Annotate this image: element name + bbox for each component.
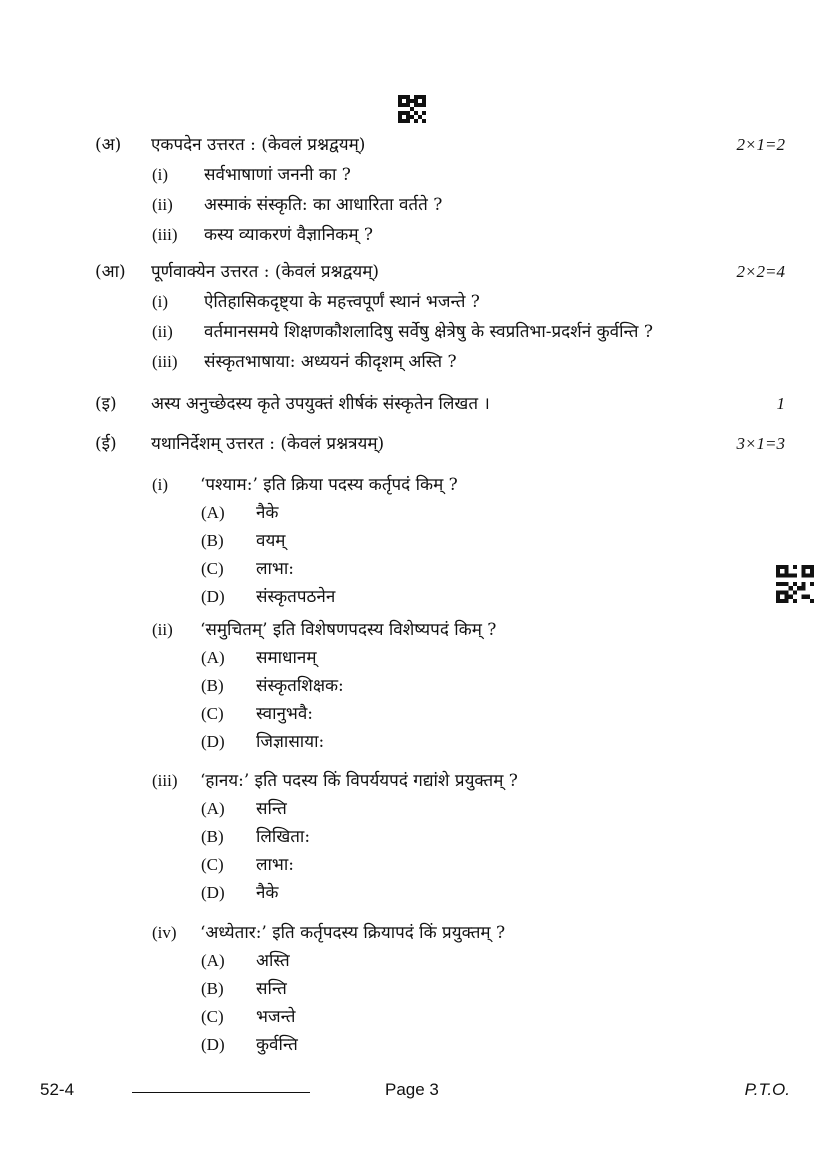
section-title: यथानिर्देशम् उत्तरत : (केवलं प्रश्नत्रयम्) [151, 434, 385, 454]
section-number: (ई) [95, 434, 117, 454]
option-item: (C) लाभा: [201, 855, 295, 875]
mcq-question-2 [152, 617, 752, 757]
option-item: (D) संस्कृतपठनेन [201, 587, 336, 607]
question-text: ऐतिहासिकदृष्ट्या के महत्त्वपूर्णं स्थानं भजन्ते ? [204, 292, 480, 312]
question-text: ‘हानय:’ इति पदस्य किं विपर्ययपदं गद्यांशे प्रयुक्तम् ? [200, 771, 518, 791]
list-item: (ii) अस्माकं संस्कृति: का आधारिता वर्तते ? [152, 191, 785, 221]
option-item: (B) सन्ति [201, 979, 287, 999]
page-number: Page 3 [385, 1080, 439, 1099]
section-ii [95, 430, 785, 458]
section-marks: 3×1=3 [736, 434, 785, 453]
question-text: वर्तमानसमये शिक्षणकौशलादिषु सर्वेषु क्षेत्रेषु के स्वप्रतिभा-प्रदर्शनं कुर्वन्ति ? [204, 322, 653, 342]
list-item: (ii) वर्तमानसमये शिक्षणकौशलादिषु सर्वेषु क्षेत्रेषु के स्वप्रतिभा-प्रदर्शनं कुर्वन्ति ? [152, 318, 785, 348]
option-item: (C) भजन्ते [201, 1007, 296, 1027]
section-marks: 2×1=2 [736, 135, 785, 154]
option-item: (B) लिखिता: [201, 827, 311, 847]
section-marks: 2×2=4 [736, 262, 785, 281]
option-item: (D) कुर्वन्ति [201, 1035, 298, 1055]
qr-code-icon-side [776, 565, 814, 603]
question-number: (i) [152, 475, 169, 494]
question-text: अस्माकं संस्कृति: का आधारिता वर्तते ? [204, 195, 443, 215]
paper-code: 52-4 [40, 1080, 75, 1099]
list-item: (iii) कस्य व्याकरणं वैज्ञानिकम् ? [152, 221, 785, 251]
section-number: (अ) [95, 135, 122, 155]
option-item: (B) वयम् [201, 531, 286, 551]
option-item: (C) लाभा: [201, 559, 295, 579]
section-aa [95, 258, 785, 378]
question-text: ‘पश्याम:’ इति क्रिया पदस्य कर्तृपदं किम् ? [200, 475, 458, 495]
qr-code-icon-top [398, 95, 426, 123]
option-item: (D) नैके [201, 883, 279, 903]
option-item: (B) संस्कृतशिक्षक: [201, 676, 344, 696]
option-item: (A) समाधानम् [201, 648, 317, 668]
section-number: (इ) [95, 394, 117, 414]
option-item: (A) अस्ति [201, 951, 290, 971]
section-marks: 1 [776, 394, 785, 413]
section-title: एकपदेन उत्तरत : (केवलं प्रश्नद्वयम्) [151, 135, 366, 155]
question-text: सर्वभाषाणां जननी का ? [204, 165, 351, 185]
option-item: (D) जिज्ञासाया: [201, 732, 325, 752]
list-item: (iii) संस्कृतभाषाया: अध्ययनं कीदृशम् अस्ति ? [152, 348, 785, 378]
footer-divider [132, 1092, 310, 1093]
section-title: अस्य अनुच्छेदस्य कृते उपयुक्तं शीर्षकं संस्कृतेन लिखत । [151, 394, 490, 414]
question-number: (iii) [152, 771, 178, 790]
option-item: (C) स्वानुभवै: [201, 704, 314, 724]
option-item: (A) नैके [201, 503, 279, 523]
list-item: (i) सर्वभाषाणां जननी का ? [152, 161, 785, 191]
section-i [95, 390, 785, 418]
mcq-question-3 [152, 768, 752, 908]
question-text: ‘अध्येतार:’ इति कर्तृपदस्य क्रियापदं किं प्रयुक्तम् ? [200, 923, 506, 943]
mcq-question-4 [152, 920, 752, 1060]
mcq-question-1 [152, 472, 752, 612]
question-text: कस्य व्याकरणं वैज्ञानिकम् ? [204, 225, 374, 245]
question-number: (iv) [152, 923, 177, 942]
pto-label: P.T.O. [744, 1080, 790, 1099]
question-text: ‘समुचितम्’ इति विशेषणपदस्य विशेष्यपदं किम् ? [200, 620, 497, 640]
section-title: पूर्णवाक्येन उत्तरत : (केवलं प्रश्नद्वयम्) [151, 262, 380, 282]
page-footer [40, 1080, 790, 1104]
section-a [95, 131, 785, 251]
question-text: संस्कृतभाषाया: अध्ययनं कीदृशम् अस्ति ? [204, 352, 457, 372]
question-number: (ii) [152, 620, 173, 639]
section-number: (आ) [95, 262, 126, 282]
option-item: (A) सन्ति [201, 799, 287, 819]
list-item: (i) ऐतिहासिकदृष्ट्या के महत्त्वपूर्णं स्थानं भजन्ते ? [152, 288, 785, 318]
